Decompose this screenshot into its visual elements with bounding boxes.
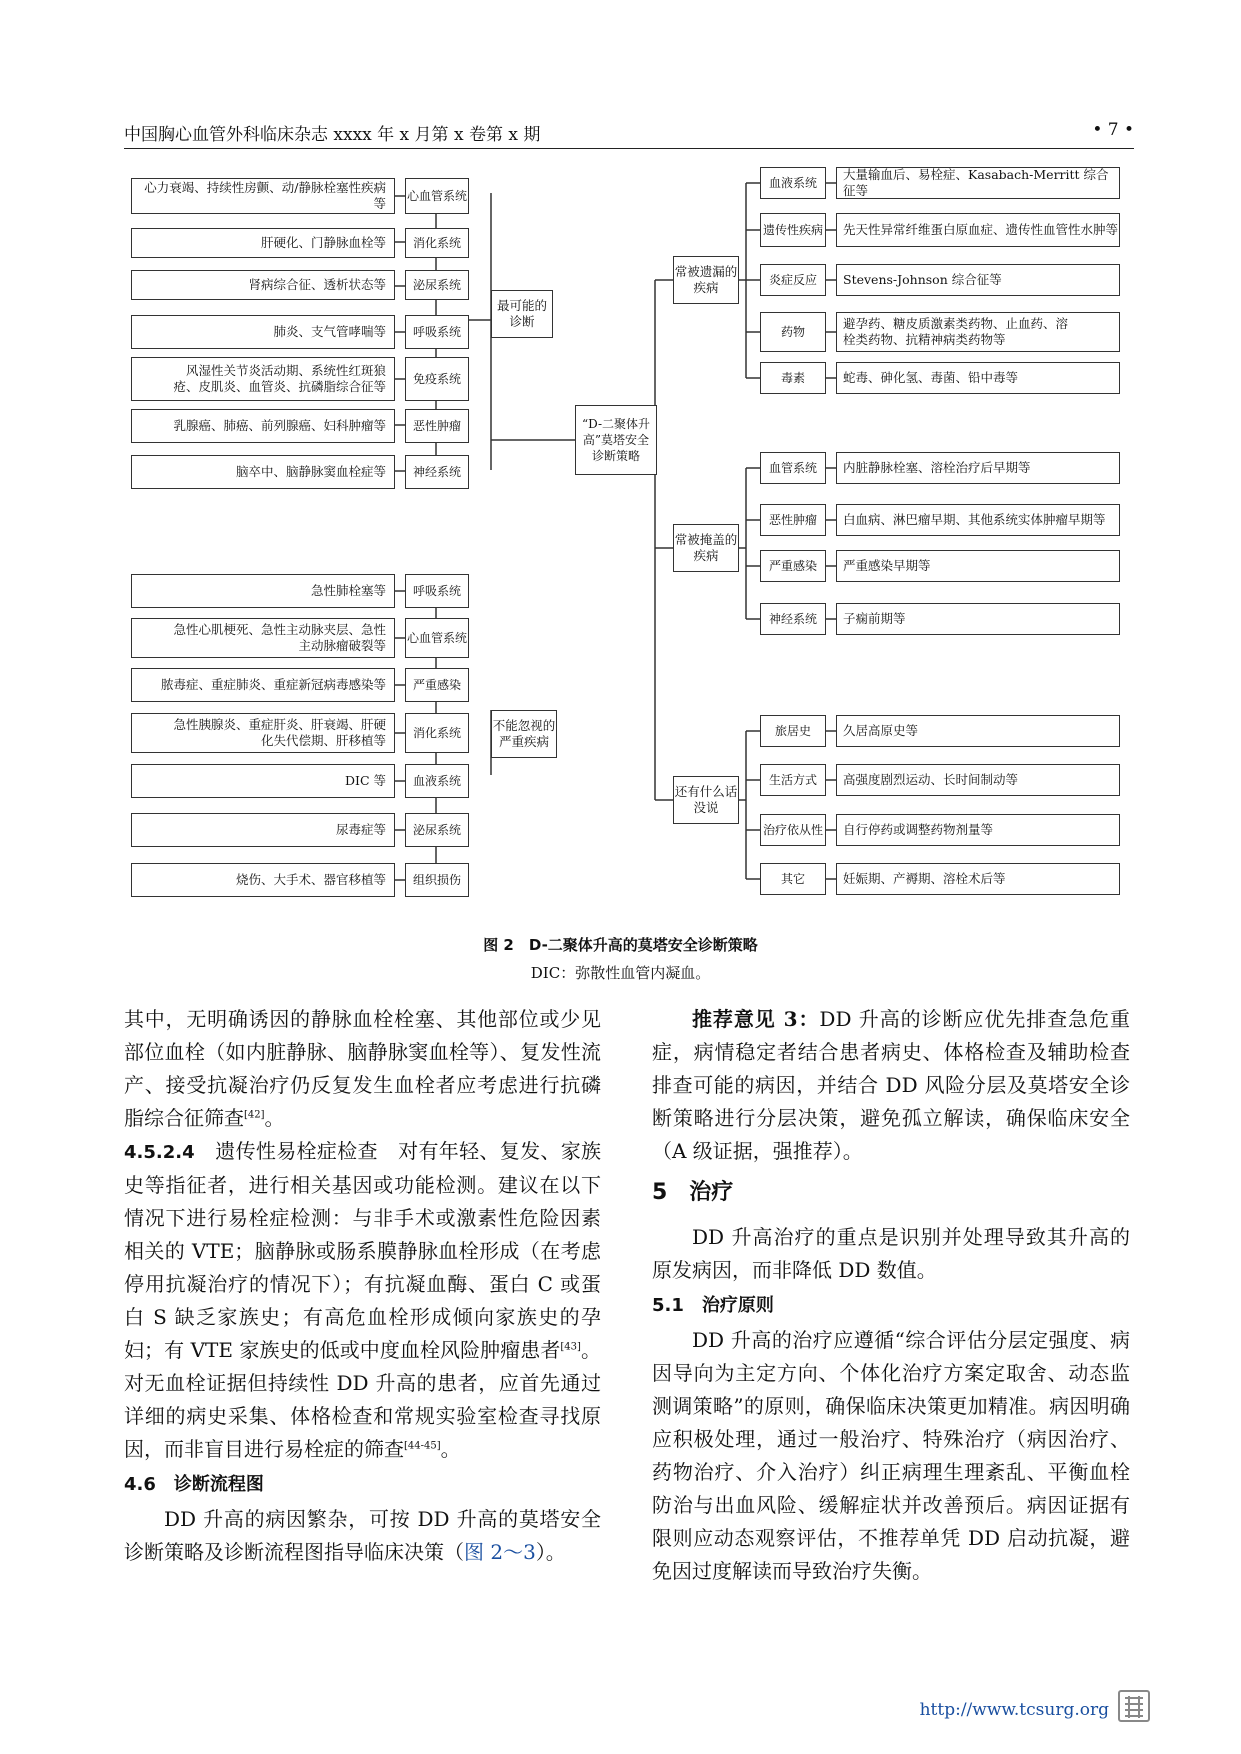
lt-sys-text: 恶性肿瘤	[412, 419, 461, 433]
rt-sys-text: 毒素	[780, 371, 805, 385]
rm-desc-text: 白血病、淋巴瘤早期、其他系统实体肿瘤早期等	[843, 512, 1106, 527]
lb-sys-text: 心血管系统	[406, 631, 467, 645]
lb-sys-5	[405, 813, 469, 847]
figure-caption: 图 2 D-二聚体升高的莫塔安全诊断策略	[483, 936, 758, 954]
rb-desc-text: 妊娠期、产褥期、溶栓术后等	[843, 871, 1006, 886]
right-column	[652, 1003, 1130, 1588]
rt-sys-2	[760, 264, 826, 296]
rb-desc-1	[836, 764, 1120, 796]
hub-serious-label: 不能忽视的严重疾病	[492, 718, 556, 749]
rb-sys-0	[760, 715, 826, 747]
para-flowchart-end: ）。	[535, 1540, 566, 1564]
lb-sys-text: 血液系统	[412, 774, 461, 788]
lt-sys-1	[405, 228, 469, 258]
lb-desc-text: 急性胰腺炎、重症肝炎、肝衰竭、肝硬化失代偿期、肝移植等	[173, 717, 386, 748]
section-title: 遗传性易栓症检查	[215, 1139, 378, 1163]
hub-often-masked-label: 常被掩盖的疾病	[674, 532, 738, 563]
lt-desc-text: 脑卒中、脑静脉窦血栓症等	[235, 464, 386, 479]
lb-sys-text: 严重感染	[412, 678, 461, 692]
lt-sys-4	[405, 357, 469, 401]
para-treatment: DD 升高治疗的重点是识别并处理导致其升高的原发病因，而非降低 DD 数值。	[652, 1225, 1130, 1282]
lt-desc-6	[131, 455, 395, 489]
lt-sys-6	[405, 455, 469, 489]
hub-anything-else-label: 还有什么话没说	[674, 784, 738, 815]
lb-desc-4	[131, 764, 395, 798]
rb-desc-3	[836, 863, 1120, 895]
rm-desc-2	[836, 550, 1120, 582]
rb-sys-3	[760, 863, 826, 895]
rm-sys-3	[760, 603, 826, 635]
lt-sys-5	[405, 409, 469, 443]
hub-serious-diseases	[491, 710, 557, 758]
lb-sys-3	[405, 713, 469, 753]
rb-sys-1	[760, 764, 826, 796]
lb-sys-2	[405, 668, 469, 702]
rb-sys-text: 治疗依从性	[762, 823, 823, 837]
hub-often-missed	[673, 256, 739, 304]
lb-sys-0	[405, 574, 469, 608]
rb-sys-text: 旅居史	[774, 724, 811, 738]
heading-5-1: 5.1 治疗原则	[652, 1295, 774, 1316]
lt-desc-5	[131, 409, 395, 443]
rt-desc-1	[836, 213, 1120, 247]
hub-often-masked	[673, 524, 739, 572]
left-column	[124, 1003, 601, 1569]
rt-desc-4	[836, 362, 1120, 394]
lb-sys-text: 呼吸系统	[412, 584, 461, 598]
lb-desc-1	[131, 618, 395, 658]
para-aps: 其中，无明确诱因的静脉血栓栓塞、其他部位或少见部位血栓（如内脏静脉、脑静脉窦血栓等）、复发性流产、接受抗凝治疗仍反复发生血栓者应考虑进行抗磷脂综合征筛查[42]。	[124, 1007, 601, 1130]
para-thrombophilia-text2: 。对无血栓证据但持续性 DD 升高的患者，应首先通过详细的病史采集、体格检查和常规实验室检查寻找原因，而非盲目进行易栓症的筛查	[124, 1338, 601, 1461]
rb-desc-text: 自行停药或调整药物剂量等	[843, 822, 994, 837]
figure-note: DIC：弥散性血管内凝血。	[530, 964, 711, 982]
rt-desc-text: 大量输血后、易栓症、Kasabach-Merritt 综合征等	[843, 167, 1109, 198]
journal-title: 中国胸心血管外科临床杂志 xxxx 年 x 月第 x 卷第 x 期	[124, 125, 541, 145]
rt-desc-0	[836, 167, 1120, 199]
heading-5: 5 治疗	[652, 1180, 734, 1205]
lb-desc-text: 急性心肌梗死、急性主动脉夹层、急性主动脉瘤破裂等	[173, 622, 386, 653]
rb-sys-text: 生活方式	[768, 773, 817, 787]
heading-4-6: 4.6 诊断流程图	[124, 1474, 264, 1495]
center-strategy-box	[575, 405, 657, 475]
citation[interactable]: [44-45]	[404, 1440, 441, 1452]
rm-sys-text: 血管系统	[768, 461, 817, 475]
lb-desc-text: 急性肺栓塞等	[310, 583, 386, 598]
lt-sys-3	[405, 315, 469, 349]
rb-sys-text: 其它	[780, 872, 805, 886]
rb-sys-2	[760, 814, 826, 846]
lt-desc-0	[131, 178, 395, 214]
para-flowchart	[124, 1503, 601, 1569]
rm-sys-2	[760, 550, 826, 582]
lt-sys-text: 呼吸系统	[412, 325, 461, 339]
rt-sys-text: 血液系统	[768, 176, 817, 190]
lb-sys-text: 消化系统	[412, 726, 461, 740]
rm-desc-text: 严重感染早期等	[843, 558, 931, 573]
lt-desc-text: 肾病综合征、透析状态等	[248, 277, 386, 292]
lt-sys-text: 神经系统	[412, 465, 461, 479]
rm-desc-0	[836, 452, 1120, 484]
rt-desc-3	[836, 312, 1120, 352]
rt-desc-text: Stevens-Johnson 综合征等	[843, 272, 1002, 287]
lb-sys-6	[405, 863, 469, 897]
hub-anything-else	[673, 776, 739, 824]
lb-sys-text: 组织损伤	[412, 873, 461, 887]
lb-sys-text: 泌尿系统	[412, 823, 461, 837]
rb-desc-0	[836, 715, 1120, 747]
lt-sys-2	[405, 270, 469, 300]
para-thrombophilia: 4.5.2.4 遗传性易栓症检查 对有年轻、复发、家族史等指征者，进行相关基因或功能检测。建议在以下情况下进行易栓症检测：与非手术或激素性危险因素相关的 VTE；脑静脉或肠系膜静脉血栓形成（在考虑停用抗凝治疗的情况下）；有抗凝血酶、蛋白 C 或蛋白 S 缺乏家族史；有高危血栓形成倾向家族史的孕妇；有 VTE 家族史的低或中度血栓风险肿瘤患者[43]。对无血栓证据但持续性 DD 升高的患者，应首先通过详细的病史采集、体格检查和常规实验室检查寻找原因，而非盲目进行易栓症的筛查[44-45]。	[124, 1139, 602, 1461]
hub-most-likely	[491, 290, 553, 338]
section-number: 4.5.2.4	[124, 1142, 195, 1163]
lb-desc-5	[131, 813, 395, 847]
lb-desc-text: DIC 等	[345, 773, 386, 788]
rt-desc-text: 先天性异常纤维蛋白原血症、遗传性血管性水肿等	[843, 222, 1119, 237]
lt-sys-0	[405, 178, 469, 214]
rm-sys-text: 严重感染	[768, 559, 817, 573]
rm-desc-text: 内脏静脉栓塞、溶栓治疗后早期等	[843, 460, 1031, 475]
rt-sys-4	[760, 362, 826, 394]
figure-link[interactable]: 图 2～3	[464, 1540, 536, 1564]
para-principles: DD 升高的治疗应遵循“综合评估分层定强度、病因导向为主定方向、个体化治疗方案定取舍、动态监测调策略”的原则，确保临床决策更加精准。病因明确应积极处理，通过一般治疗、特殊治疗（病因治疗、药物治疗、介入治疗）纠正病理生理紊乱、平衡血栓防治与出血风险、缓解症状并改善预后。病因证据有限则应动态观察评估，不推荐单凭 DD 启动抗凝，避免因过度解读而导致治疗失衡。	[652, 1328, 1130, 1583]
center-strategy-text: “D-二聚体升高”莫塔安全诊断策略	[581, 417, 651, 463]
lt-desc-3	[131, 315, 395, 349]
rt-sys-3	[760, 312, 826, 352]
rt-sys-text: 炎症反应	[768, 273, 817, 287]
rb-desc-text: 高强度剧烈运动、长时间制动等	[843, 772, 1019, 787]
lt-desc-text: 风湿性关节炎活动期、系统性红斑狼疮、皮肌炎、血管炎、抗磷脂综合征等	[173, 363, 386, 394]
rm-sys-text: 恶性肿瘤	[768, 513, 817, 527]
recommendation-label: 推荐意见 3：	[692, 1007, 820, 1031]
para-thrombophilia-text: 对有年轻、复发、家族史等指征者，进行相关基因或功能检测。建议在以下情况下进行易栓症检测：与非手术或激素性危险因素相关的 VTE；脑静脉或肠系膜静脉血栓形成（在考虑停用抗凝治疗的情况下）；有抗凝血酶、蛋白 C 或蛋白 S 缺乏家族史；有高危血栓形成倾向家族史的孕妇；有 VTE 家族史的低或中度血栓风险肿瘤患者	[124, 1139, 602, 1362]
page-number: • 7 •	[1092, 120, 1134, 140]
rt-desc-2	[836, 264, 1120, 296]
rm-desc-text: 子痫前期等	[843, 611, 906, 626]
rt-desc-text: 蛇毒、砷化氢、毒菌、铅中毒等	[843, 370, 1019, 385]
recommendation-3	[652, 1003, 1130, 1168]
para-flowchart-text: DD 升高的病因繁杂，可按 DD 升高的莫塔安全诊断策略及诊断流程图指导临床决策（	[124, 1507, 601, 1564]
lt-desc-text: 乳腺癌、肺癌、前列腺癌、妇科肿瘤等	[173, 418, 386, 433]
lt-desc-text: 心力衰竭、持续性房颤、动/静脉栓塞性疾病等	[144, 180, 386, 211]
rt-sys-text: 遗传性疾病	[762, 223, 823, 237]
lt-desc-text: 肝硬化、门静脉血栓等	[260, 235, 386, 250]
rm-sys-text: 神经系统	[768, 612, 817, 626]
rt-sys-0	[760, 167, 826, 199]
lt-sys-text: 消化系统	[412, 236, 461, 250]
lt-desc-2	[131, 270, 395, 300]
para-aps-text: 其中，无明确诱因的静脉血栓栓塞、其他部位或少见部位血栓（如内脏静脉、脑静脉窦血栓等）、复发性流产、接受抗凝治疗仍反复发生血栓者应考虑进行抗磷脂综合征筛查	[124, 1007, 601, 1130]
rm-sys-0	[760, 452, 826, 484]
lb-desc-2	[131, 668, 395, 702]
lt-sys-text: 免疫系统	[412, 372, 461, 386]
rb-desc-2	[836, 814, 1120, 846]
citation[interactable]: [43]	[560, 1341, 581, 1353]
citation[interactable]: [42]	[244, 1109, 265, 1121]
lt-desc-4	[131, 357, 395, 401]
hub-most-likely-label: 最可能的诊断	[496, 298, 547, 329]
lb-desc-3	[131, 713, 395, 753]
lb-desc-text: 烧伤、大手术、器官移植等	[235, 872, 386, 887]
rt-desc-text: 避孕药、糖皮质激素类药物、止血药、溶栓类药物、抗精神病类药物等	[843, 316, 1069, 347]
lt-desc-text: 肺炎、支气管哮喘等	[273, 324, 386, 339]
lb-desc-text: 尿毒症等	[335, 822, 386, 837]
lt-sys-text: 泌尿系统	[412, 278, 461, 292]
rb-desc-text: 久居高原史等	[843, 723, 919, 738]
lb-desc-6	[131, 863, 395, 897]
lb-sys-4	[405, 764, 469, 798]
rt-sys-1	[760, 213, 826, 247]
rm-desc-1	[836, 504, 1120, 536]
hub-often-missed-label: 常被遗漏的疾病	[674, 264, 738, 295]
rm-desc-3	[836, 603, 1120, 635]
journal-url[interactable]: http://www.tcsurg.org	[919, 1700, 1109, 1720]
recommendation-text: DD 升高的诊断应优先排查急危重症，病情稳定者结合患者病史、体格检查及辅助检查排查可能的病因，并结合 DD 风险分层及莫塔安全诊断策略进行分层决策，避免孤立解读，确保临床安全（A 级证据，强推荐）。	[652, 1007, 1130, 1163]
lb-desc-0	[131, 574, 395, 608]
rm-sys-1	[760, 504, 826, 536]
lt-desc-1	[131, 228, 395, 258]
lb-desc-text: 脓毒症、重症肺炎、重症新冠病毒感染等	[160, 677, 386, 692]
lb-sys-1	[405, 618, 469, 658]
journal-logo-icon	[1118, 1690, 1150, 1722]
rt-sys-text: 药物	[780, 325, 805, 339]
lt-sys-text: 心血管系统	[406, 189, 467, 203]
